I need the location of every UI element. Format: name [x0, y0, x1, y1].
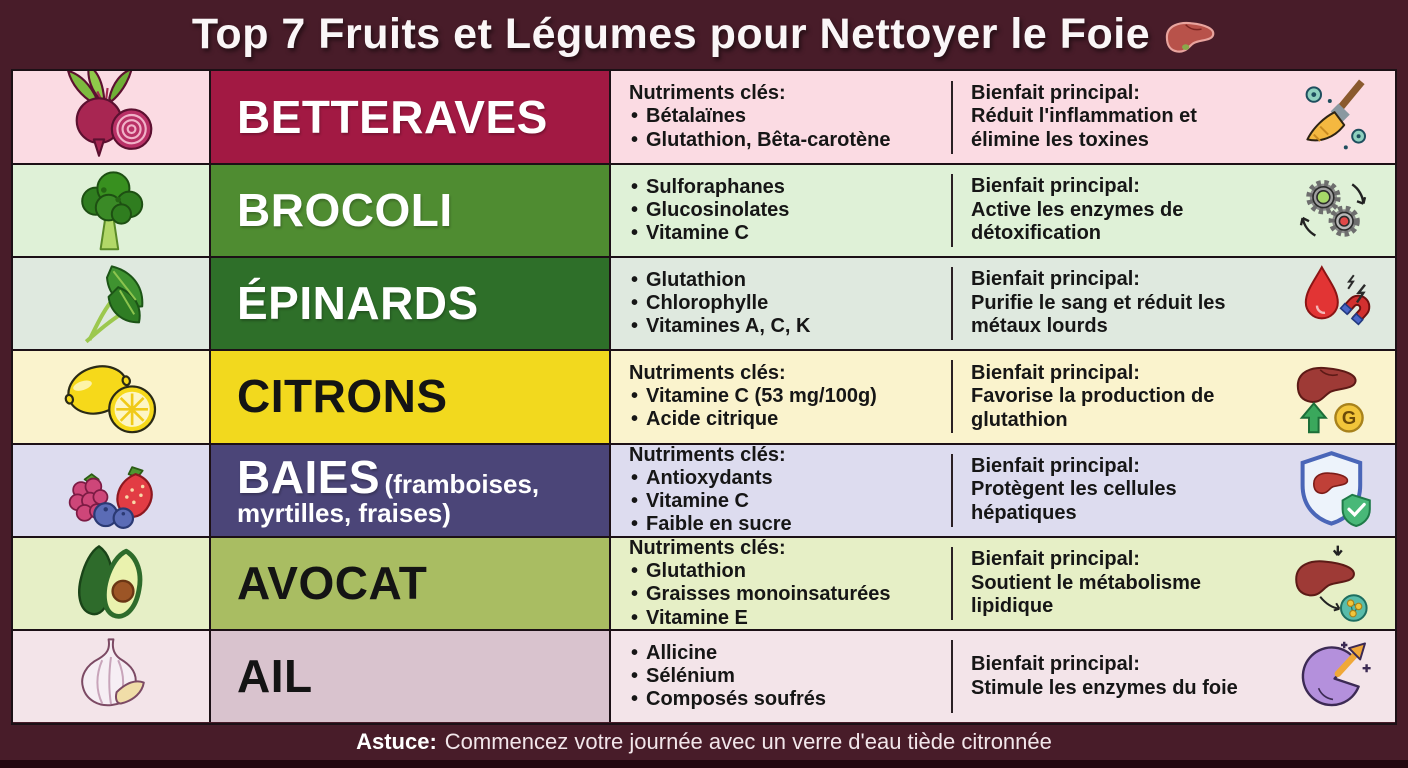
benefit-header: Bienfait principal:: [971, 653, 1140, 676]
nutrients-list: [629, 467, 945, 537]
food-image-cell: [13, 71, 209, 162]
nutrient-item: • Faible en sucre: [629, 513, 945, 536]
food-name-banner: [209, 71, 609, 162]
nutrients-cell: [609, 165, 951, 256]
garlic-icon: [52, 633, 170, 721]
beet-icon: [52, 71, 170, 160]
liver-enzyme-boost-icon: [1293, 637, 1373, 717]
liver-icon: [1164, 17, 1216, 57]
header: [0, 0, 1408, 69]
benefit-description: Purifie le sang et réduit les métaux lourds: [971, 291, 1226, 338]
nutrients-list: [629, 385, 945, 431]
food-image-cell: [13, 631, 209, 722]
food-name-suffix: (framboises, myrtilles, fraises): [237, 468, 540, 529]
benefit-cell: [951, 351, 1395, 442]
tip-text: Commencez votre journée avec un verre d'eau tiède citronnée: [444, 729, 1052, 755]
food-name-banner: [209, 351, 609, 442]
food-image-cell: [13, 258, 209, 349]
nutrients-header: Nutriments clés:: [629, 82, 786, 105]
broom-sweeping-toxins-icon: [1293, 77, 1373, 157]
nutrient-item: • Vitamines A, C, K: [629, 315, 945, 338]
food-name: CITRONS: [237, 370, 448, 423]
benefit-header: Bienfait principal:: [971, 454, 1140, 477]
nutrients-cell: [609, 351, 951, 442]
food-name-banner: [209, 165, 609, 256]
benefit-cell: [951, 445, 1395, 536]
nutrient-item: • Acide citrique: [629, 408, 945, 431]
nutrient-item: • Bétalaïnes: [629, 105, 945, 128]
food-image-cell: [13, 538, 209, 629]
benefit-cell: [951, 258, 1395, 349]
liver-glutathione-icon: [1293, 357, 1373, 437]
food-name-banner: [209, 445, 609, 536]
food-name: ÉPINARDS: [237, 277, 479, 330]
benefit-header: Bienfait principal:: [971, 81, 1140, 104]
liver-shield-icon: [1293, 450, 1373, 530]
lemon-icon: [52, 353, 170, 441]
bottom-strip: [0, 760, 1408, 768]
food-name: BAIES: [237, 450, 381, 503]
nutrients-header: Nutriments clés:: [629, 537, 786, 560]
nutrient-item: • Vitamine C: [629, 490, 945, 513]
benefit-description: Stimule les enzymes du foie: [971, 676, 1238, 699]
blood-magnet-icon: [1293, 264, 1373, 344]
nutrients-header: Nutriments clés:: [629, 362, 786, 385]
nutrient-item: • Graisses monoinsaturées: [629, 583, 945, 606]
benefit-cell: [951, 631, 1395, 722]
nutrients-cell: [609, 538, 951, 629]
benefit-header: Bienfait principal:: [971, 361, 1140, 384]
benefit-header: Bienfait principal:: [971, 268, 1140, 291]
benefit-description: Réduit l'inflammation et élimine les toxines: [971, 105, 1197, 151]
nutrients-list: [629, 642, 945, 712]
nutrient-item: • Vitamine C (53 mg/100g): [629, 385, 945, 408]
nutrients-header: Nutriments clés:: [629, 444, 786, 466]
nutrients-cell: [609, 445, 951, 536]
table-row-brocoli: [13, 165, 1395, 258]
food-name: AIL: [237, 650, 313, 703]
nutrient-item: • Sélénium: [629, 665, 945, 688]
nutrient-item: • Glutathion, Bêta-carotène: [629, 129, 945, 152]
table-row-ail: [13, 631, 1395, 722]
nutrients-cell: [609, 258, 951, 349]
nutrients-cell: [609, 71, 951, 162]
detox-gears-icon: [1293, 170, 1373, 250]
spinach-icon: [52, 260, 170, 348]
benefit-description: Favorise la production de glutathion: [971, 385, 1215, 431]
benefit-cell: [951, 165, 1395, 256]
food-name-banner: [209, 538, 609, 629]
avocado-icon: [52, 540, 170, 628]
benefit-cell: [951, 538, 1395, 629]
food-name-banner: [209, 631, 609, 722]
food-image-cell: [13, 445, 209, 536]
table-row-citrons: [13, 351, 1395, 444]
nutrient-item: • Vitamine C: [629, 222, 945, 245]
food-name: BETTERAVES: [237, 90, 548, 143]
nutrients-list: [629, 176, 945, 246]
table-row-betteraves: [13, 71, 1395, 164]
nutrient-item: • Glutathion: [629, 269, 945, 292]
svg-text:G: G: [1341, 407, 1357, 429]
food-image-cell: [13, 165, 209, 256]
benefit-header: Bienfait principal:: [971, 548, 1140, 571]
nutrient-item: • Chlorophylle: [629, 292, 945, 315]
food-name: AVOCAT: [237, 557, 428, 610]
food-name: BROCOLI: [237, 183, 453, 236]
benefit-description: Soutient le métabolisme lipidique: [971, 571, 1202, 618]
food-image-cell: [13, 351, 209, 442]
nutrient-item: • Glutathion: [629, 560, 945, 583]
nutrients-list: [629, 560, 945, 630]
nutrient-item: • Allicine: [629, 642, 945, 665]
nutrient-item: • Antioxydants: [629, 467, 945, 490]
nutrients-list: [629, 105, 945, 151]
liver-lipid-icon: [1293, 544, 1373, 624]
footer: [0, 725, 1408, 760]
benefit-description: Active les enzymes de détoxification: [971, 198, 1184, 245]
food-name-banner: [209, 258, 609, 349]
food-table: [11, 69, 1397, 724]
table-row-epinards: [13, 258, 1395, 351]
berries-icon: [52, 446, 170, 534]
benefit-header: Bienfait principal:: [971, 174, 1140, 197]
benefit-description: Protègent les cellules hépatiques: [971, 478, 1177, 525]
nutrient-item: • Sulforaphanes: [629, 176, 945, 199]
nutrients-list: [629, 269, 945, 339]
tip-label: Astuce:: [356, 729, 437, 755]
nutrient-item: • Vitamine E: [629, 607, 945, 630]
broccoli-icon: [52, 166, 170, 254]
benefit-cell: [951, 71, 1395, 162]
table-row-baies: [13, 445, 1395, 538]
table-row-avocat: [13, 538, 1395, 631]
nutrient-item: • Composés soufrés: [629, 688, 945, 711]
nutrient-item: • Glucosinolates: [629, 199, 945, 222]
page-title: Top 7 Fruits et Légumes pour Nettoyer le Foie: [191, 10, 1151, 59]
nutrients-cell: [609, 631, 951, 722]
